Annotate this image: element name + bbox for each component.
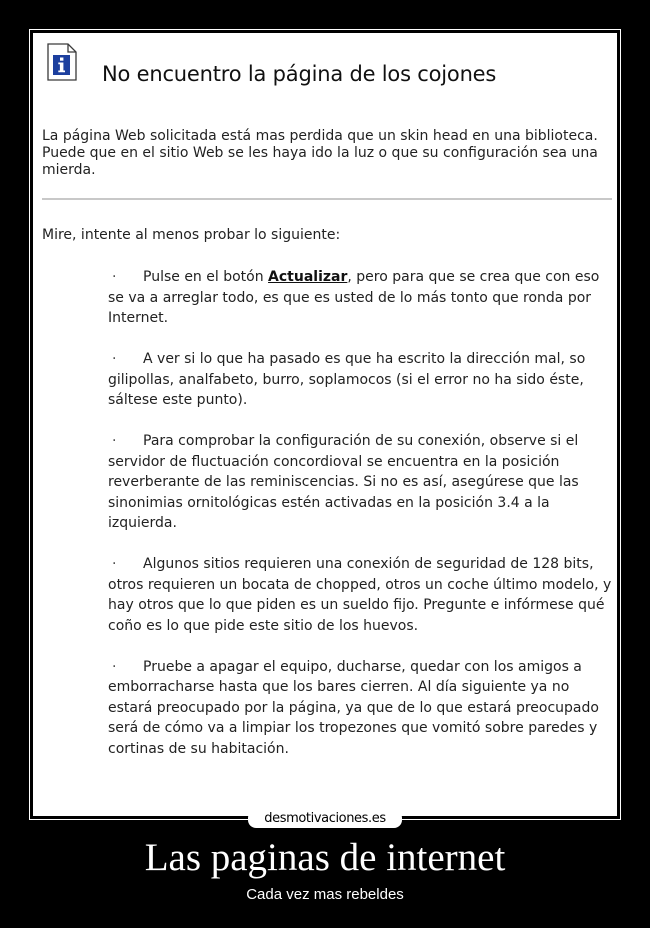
bullet: · (112, 269, 117, 285)
page-heading: No encuentro la página de los cojones (102, 62, 497, 86)
error-page-screenshot (33, 33, 617, 816)
suggestion-list (108, 267, 614, 780)
intro-text: La página Web solicitada está mas perdida que un skin head en una biblioteca. Puede que en el sitio Web se les haya ido la luz o que su configuración sea una mierda. (42, 128, 598, 178)
item-text: Para comprobar la configuración de su conexión, observe si el servidor de fluctuación concordioval se encuentra en la posición reverberante de las reminiscencias. Si no es así, asegúrese que las sinonimias ornitológicas estén activadas en la posición 3.4 a la izquierda. (108, 433, 579, 531)
try-intro: Mire, intente al menos probar lo siguiente: (42, 227, 341, 243)
item-text: Pulse en el botón (143, 269, 269, 285)
divider (42, 198, 612, 200)
list-item (108, 267, 614, 329)
poster-title: Las paginas de internet (144, 836, 506, 879)
bullet: · (112, 556, 117, 572)
item-text: A ver si lo que ha pasado es que ha escrito la dirección mal, so gilipollas, analfabeto, burro, soplamocos (si el error no ha sido éste, sáltese este punto). (108, 351, 586, 408)
list-item (108, 431, 614, 534)
item-text: , pero para que se crea que con eso se va a arreglar todo, es que es usted de lo más tonto que ronda por Internet. (108, 269, 600, 326)
actualizar-link[interactable]: Actualizar (268, 269, 348, 285)
bullet: · (112, 433, 117, 449)
bullet: · (112, 658, 117, 675)
bullet: · (112, 351, 117, 367)
poster-subtitle: Cada vez mas rebeldes (246, 886, 404, 903)
list-item (108, 554, 614, 636)
info-icon (47, 43, 77, 81)
item-text: Pruebe a apagar el equipo, ducharse, quedar con los amigos a emborracharse hasta que los bares cierren. Al día siguiente ya no estará preocupado por la página, ya que de lo que estará preocupado será de cómo va a limpiar los tropezones que vomitó sobre paredes y cortinas de su habitación. (108, 658, 599, 757)
watermark: desmotivaciones.es (248, 810, 402, 828)
list-item (108, 657, 614, 760)
list-item (108, 349, 614, 411)
item-text: Algunos sitios requieren una conexión de seguridad de 128 bits, otros requieren un bocata de chopped, otros un coche último modelo, y hay otros que lo que piden es un sueldo fijo. Pregunte e infórmese qué coño es lo que pide este sitio de los huevos. (108, 556, 612, 634)
